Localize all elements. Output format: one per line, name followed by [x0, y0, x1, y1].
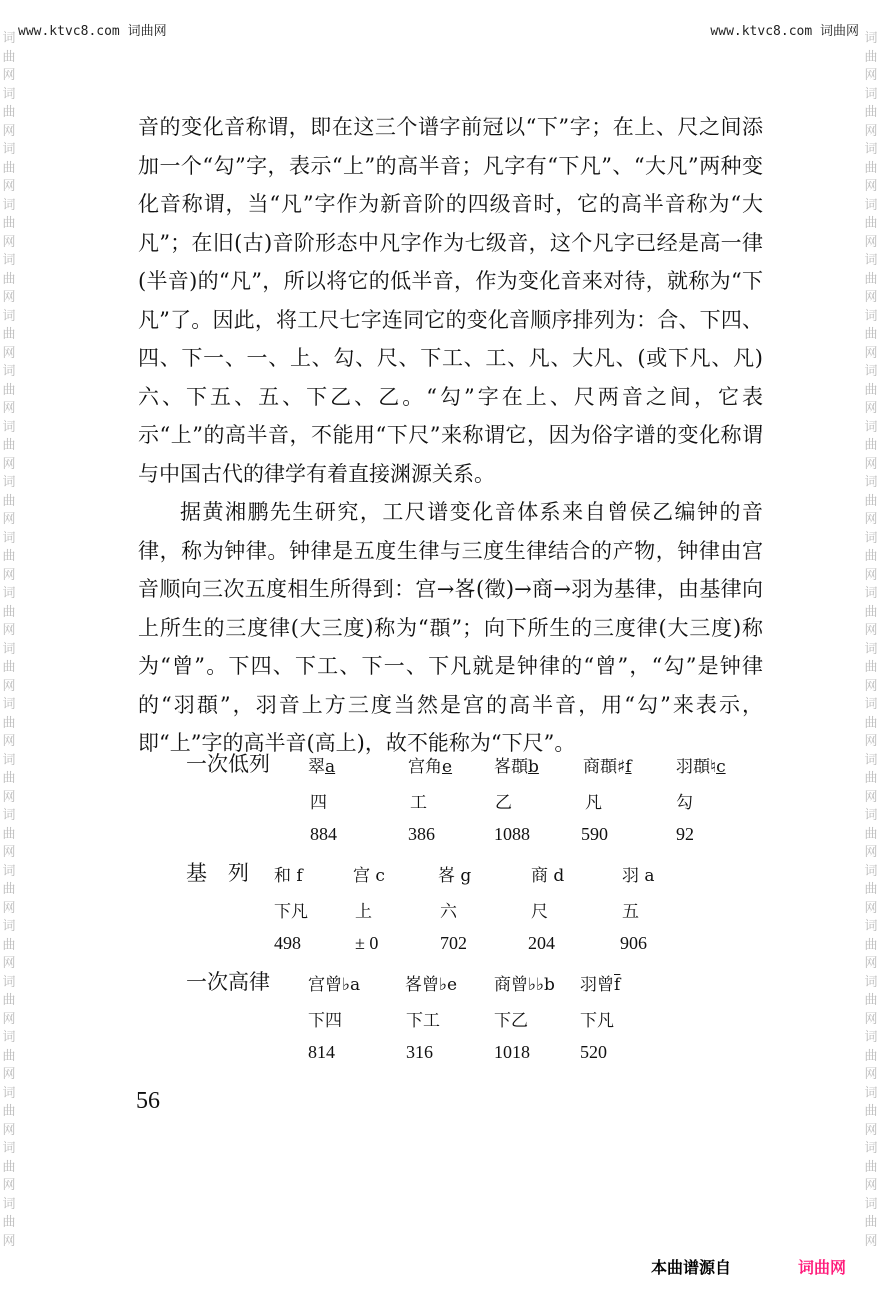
- note-cell: 商曾♭♭b: [494, 975, 555, 995]
- gongche-char: 下工: [406, 1011, 440, 1031]
- header-right-url: www.ktvc8.com 词曲网: [710, 24, 859, 39]
- cents-value: 1088: [494, 824, 530, 844]
- note-cell: 商頵♯f: [583, 757, 632, 777]
- note-cell: 宫角e: [408, 757, 453, 777]
- cents-value: 590: [581, 824, 608, 844]
- gongche-char: 下乙: [494, 1011, 528, 1031]
- row-label-high: 一次高律: [186, 970, 270, 994]
- row-label-low: 一次低列: [186, 752, 270, 776]
- gongche-char: 六: [440, 902, 457, 922]
- header-left-url: www.ktvc8.com 词曲网: [18, 24, 167, 39]
- gongche-char: 下四: [308, 1011, 342, 1031]
- cents-value: 386: [408, 824, 435, 844]
- footer-source-text: 本曲谱源自: [651, 1258, 732, 1277]
- body-text: [138, 108, 763, 763]
- cents-value: 498: [274, 933, 301, 953]
- gongche-char: 乙: [495, 793, 512, 813]
- watermark-right: 词曲网词曲网词曲网词曲网词曲网词曲网词曲网词曲网词曲网词曲网词曲网词曲网词曲网词曲网词曲网词曲网词曲网词曲网词曲网词曲网词曲网词曲网: [864, 31, 878, 1249]
- cents-value: 1018: [494, 1042, 530, 1062]
- note-cell: 峉 g: [438, 866, 472, 886]
- note-cell: 羽頵♮c: [676, 757, 726, 777]
- cents-value: 204: [528, 933, 555, 953]
- gongche-char: 勾: [676, 793, 693, 813]
- gongche-char: 五: [622, 902, 639, 922]
- cents-value: 92: [676, 824, 694, 844]
- cents-value: ± 0: [355, 933, 379, 953]
- footer-logo[interactable]: 词曲网: [798, 1258, 847, 1277]
- gongche-char: 凡: [585, 793, 602, 813]
- paragraph-2: 据黄湘鹏先生研究，工尺谱变化音体系来自曾侯乙编钟的音律，称为钟律。钟律是五度生律与三度生律结合的产物，钟律由宫音顺向三次五度相生所得到：宫→峉(徵)→商→羽为基律，由基律向上所生的三度律(大三度)称为“頵”；向下所生的三度律(大三度)称为“曾”。下四、下工、下一、下凡就是钟律的“曾”，“勾”是钟律的“羽頵”，羽音上方三度当然是宫的高半音，用“勾”来表示，即“上”字的高半音(高上)，故不能称为“下尺”。: [138, 500, 763, 755]
- watermark-left: 词曲网词曲网词曲网词曲网词曲网词曲网词曲网词曲网词曲网词曲网词曲网词曲网词曲网词曲网词曲网词曲网词曲网词曲网词曲网词曲网词曲网词曲网: [2, 31, 16, 1249]
- gongche-char: 四: [310, 793, 327, 813]
- page-number: 56: [136, 1088, 160, 1114]
- gongche-char: 下凡: [274, 902, 308, 922]
- note-cell: 羽曾$\overline{f}$: [580, 975, 621, 995]
- gongche-char: 上: [355, 902, 372, 922]
- cents-value: 906: [620, 933, 647, 953]
- note-cell: 和 f: [274, 866, 303, 886]
- note-cell: 羽 a: [622, 866, 655, 886]
- note-cell: 峉曾♭e: [405, 975, 458, 995]
- note-cell: 宫曾♭a: [308, 975, 361, 995]
- note-cell: 翠a: [308, 757, 336, 777]
- cents-value: 814: [308, 1042, 335, 1062]
- cents-value: 520: [580, 1042, 607, 1062]
- note-cell: 宫 c: [353, 866, 385, 886]
- note-cell: 商 d: [531, 866, 565, 886]
- paragraph-1: 音的变化音称谓，即在这三个谱字前冠以“下”字；在上、尺之间添加一个“勾”字，表示“上”的高半音；凡字有“下凡”、“大凡”两种变化音称谓，当“凡”字作为新音阶的四级音时，它的高半音称为“大凡”；在旧(古)音阶形态中凡字作为七级音，这个凡字已经是高一律(半音)的“凡”，所以将它的低半音，作为变化音来对待，就称为“下凡”了。因此，将工尺七字连同它的变化音顺序排列为：合、下四、四、下一、一、上、勾、尺、下工、工、凡、大凡、(或下凡、凡)六、下五、五、下乙、乙。“勾”字在上、尺两音之间，它表示“上”的高半音，不能用“下尺”来称谓它，因为俗字谱的变化称谓与中国古代的律学有着直接渊源关系。: [138, 115, 763, 486]
- cents-value: 316: [406, 1042, 433, 1062]
- gongche-char: 尺: [531, 902, 548, 922]
- gongche-char: 下凡: [580, 1011, 614, 1031]
- note-cell: 峉頵b: [494, 757, 539, 777]
- cents-value: 884: [310, 824, 337, 844]
- gongche-char: 工: [410, 793, 427, 813]
- cents-value: 702: [440, 933, 467, 953]
- row-label-base: 基 列: [186, 861, 249, 885]
